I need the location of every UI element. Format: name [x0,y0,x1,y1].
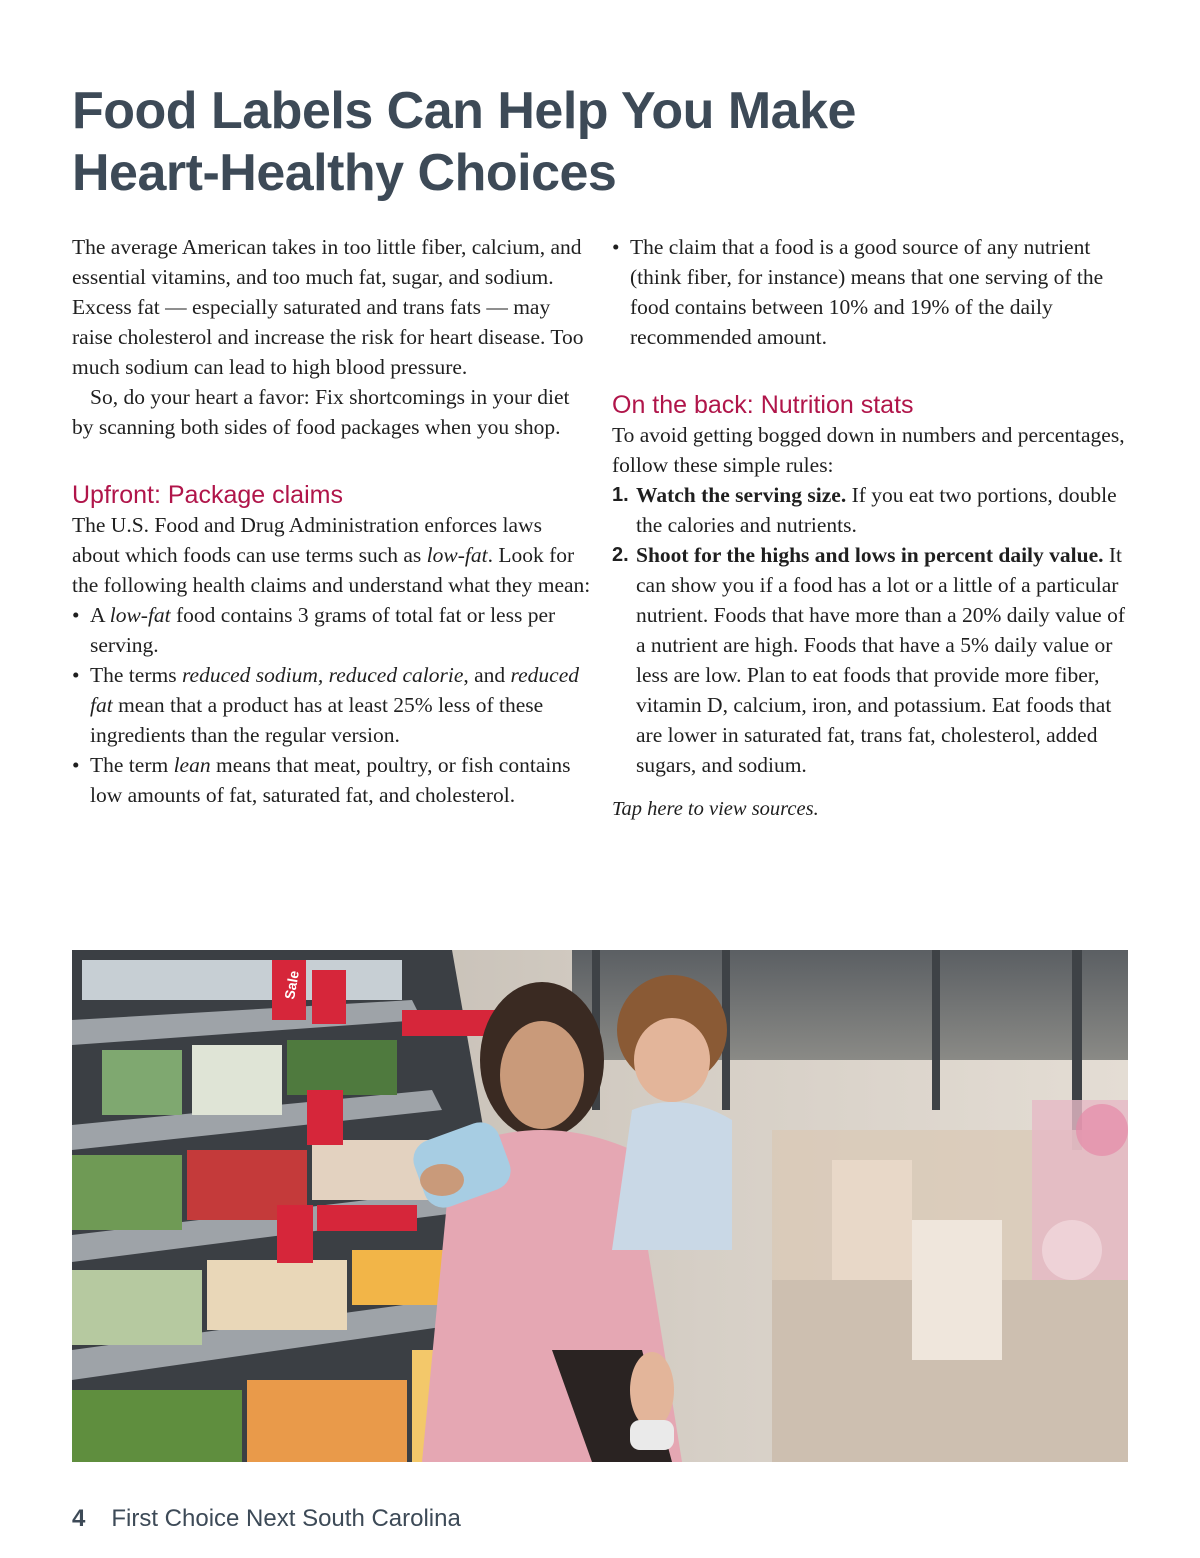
claims-list-continued [612,232,1137,352]
sources-link[interactable]: Tap here to view sources. [612,798,819,820]
page-number: 4 [72,1505,86,1532]
photo-illustration [72,950,1128,1462]
upfront-intro: The U.S. Food and Drug Administration enforces laws about which foods can use terms such as low-fat. Look for the following health claims and understand what they mean: [72,513,591,597]
rule-serving-size: 1. Watch the serving size. If you eat two portions, double the calories and nutrients. [612,483,1117,537]
left-column [72,232,592,810]
intro-paragraph-2: So, do your heart a favor: Fix shortcomings in your diet by scanning both sides of food packages when you shop. [72,385,570,439]
right-column [612,232,1137,824]
grocery-shopping-photo [72,950,1128,1462]
title-line-2: Heart-Healthy Choices [72,144,617,202]
page-footer [72,1505,461,1533]
upfront-heading: Upfront: Package claims [72,481,343,509]
sale-tag-text: Sale [281,969,302,1001]
rule-daily-value: 2. Shoot for the highs and lows in percent daily value. It can show you if a food has a lot or a little of a particular nutrient. Foods that have more than a 20% daily value of a nutrient are high. Foods that have a 5% daily value or less are low. Plan to eat foods that provide more fiber, vitamin D, calcium, iron, and potassium. Eat foods that are lower in saturated fat, trans fat, cholesterol, added sugars, and sodium. [612,543,1125,777]
publication-name: First Choice Next South Carolina [111,1505,461,1532]
page-title [72,80,1072,204]
intro-paragraph-1: The average American takes in too little fiber, calcium, and essential vitamins, and too much fat, sugar, and sodium. Excess fat — especially saturated and trans fats — may raise cholesterol and increase the risk for heart disease. Too much sodium can lead to high blood pressure. [72,235,584,379]
back-heading: On the back: Nutrition stats [612,391,914,419]
back-intro: To avoid getting bogged down in numbers and percentages, follow these simple rules: [612,423,1125,477]
claim-good-source: • The claim that a food is a good source of any nutrient (think fiber, for instance) means that one serving of the food contains between 10% and 19% of the daily recommended amount. [612,232,1137,352]
claim-low-fat: • A low-fat food contains 3 grams of total fat or less per serving. [72,600,592,660]
title-line-1: Food Labels Can Help You Make [72,82,856,140]
claim-lean: • The term lean means that meat, poultry, or fish contains low amounts of fat, saturated fat, and cholesterol. [72,750,592,810]
claims-list [72,600,592,810]
claim-reduced: • The terms reduced sodium, reduced calorie, and reduced fat mean that a product has at least 25% less of these ingredients than the regular version. [72,660,592,750]
rules-list [612,480,1137,780]
